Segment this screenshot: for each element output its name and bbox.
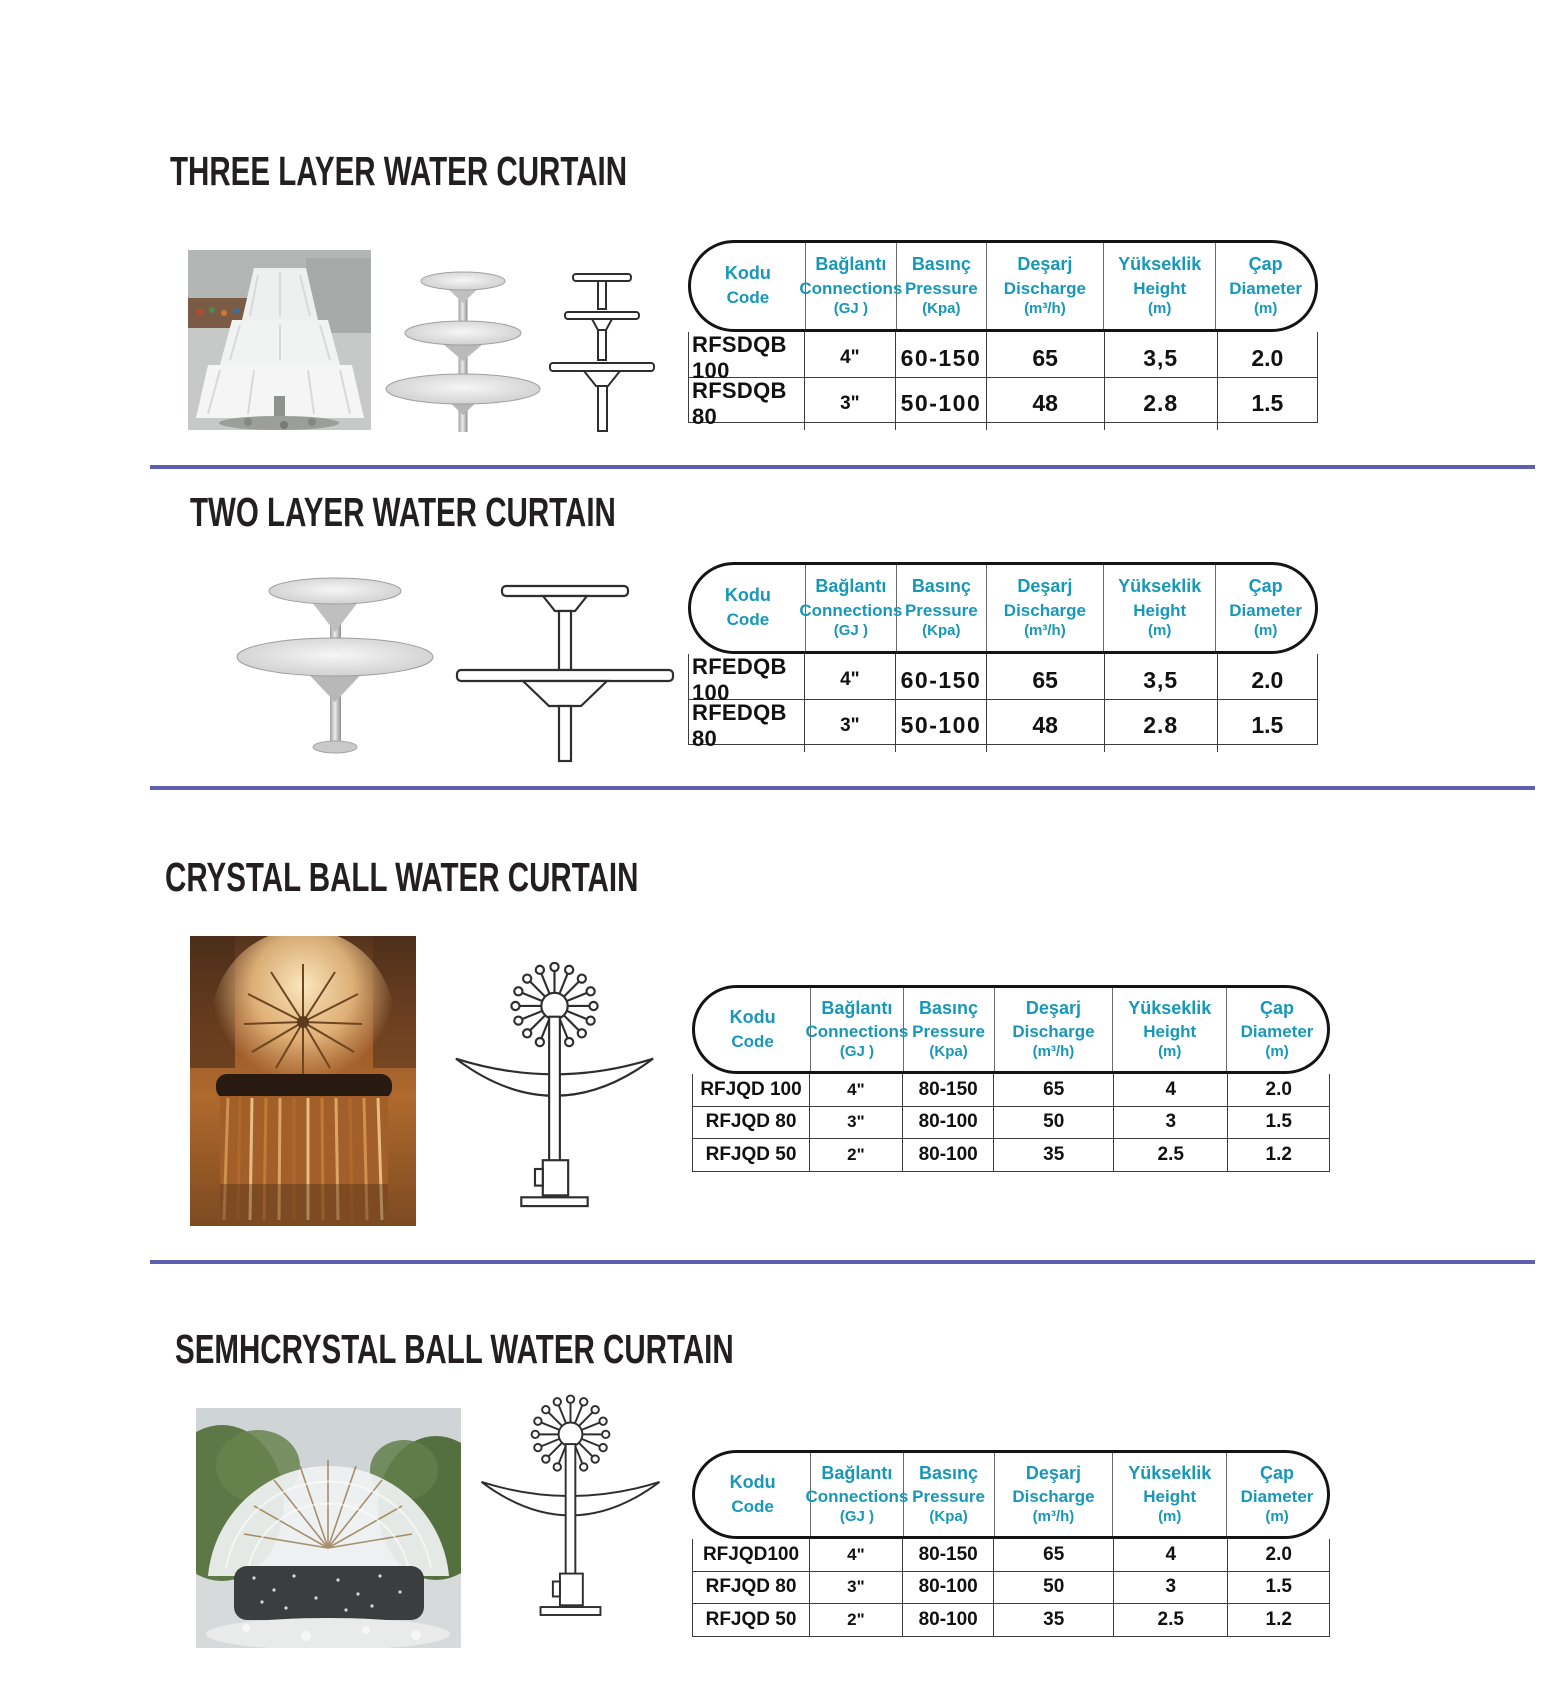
table-body [688, 332, 1318, 429]
three-layer-render-diagram [383, 262, 543, 432]
semhcrystal-ball-spec-table [692, 1450, 1330, 1637]
table-row: RFSDQB 80 3" 50-100 48 2.8 1.5 [689, 377, 1317, 423]
three-layer-line-diagram [548, 268, 656, 433]
header-cell-diameter: Çap Diameter (m) [1229, 254, 1303, 317]
section-title-semhcrystal-ball: SEMHCRYSTAL BALL WATER CURTAIN [175, 1326, 734, 1372]
semhcrystal-ball-line-diagram [478, 1385, 663, 1630]
header-cell-discharge: Deşarj Discharge (m³/h) [987, 243, 1104, 329]
header-cell-pressure: Basınç Pressure (Kpa) [897, 243, 987, 329]
table-row: RFSDQB 100 4" 60-150 65 3,5 2.0 [689, 332, 1317, 377]
table-header-row [692, 985, 1330, 1074]
semhcrystal-ball-photo [196, 1408, 461, 1648]
table-row: RFJQD 80 3" 80-100 50 3 1.5 [693, 1571, 1329, 1604]
header-cell-height: Yükseklik Height (m) [1104, 243, 1216, 329]
header-cell-code: Kodu Code [695, 1453, 811, 1536]
header-cell-connections: Bağlantı Connections (GJ ) [806, 565, 897, 651]
table-row: RFJQD 100 4" 80-150 65 4 2.0 [693, 1074, 1329, 1106]
header-cell-height: Yükseklik Height (m) [1113, 988, 1227, 1071]
section-title-two-layer: TWO LAYER WATER CURTAIN [190, 489, 616, 535]
table-body [692, 1074, 1330, 1172]
two-layer-line-diagram [455, 578, 675, 763]
table-row: RFEDQB 100 4" 60-150 65 3,5 2.0 [689, 654, 1317, 699]
header-cell-connections: Bağlantı Connections (GJ ) [811, 1453, 903, 1536]
table-row: RFJQD 50 2" 80-100 35 2.5 1.2 [693, 1138, 1329, 1171]
header-cell-code: Kodu Code [695, 988, 811, 1071]
table-header-row [688, 240, 1318, 332]
header-cell-diameter: Çap Diameter (m) [1229, 576, 1303, 639]
header-cell-discharge: Deşarj Discharge (m³/h) [995, 1453, 1114, 1536]
header-cell-connections: Bağlantı Connections (GJ ) [811, 988, 903, 1071]
table-body [692, 1539, 1330, 1637]
section-divider [150, 786, 1535, 790]
header-cell-pressure: Basınç Pressure (Kpa) [904, 988, 995, 1071]
three-layer-photo [188, 250, 371, 430]
table-row: RFJQD 80 3" 80-100 50 3 1.5 [693, 1106, 1329, 1139]
header-cell-connections: Bağlantı Connections (GJ ) [806, 243, 897, 329]
header-cell-code: Kodu Code [691, 565, 806, 651]
header-cell-code: Kodu Code [691, 243, 806, 329]
header-cell-diameter: Çap Diameter (m) [1240, 997, 1314, 1061]
three-layer-spec-table [688, 240, 1318, 429]
header-cell-discharge: Deşarj Discharge (m³/h) [995, 988, 1114, 1071]
two-layer-render-diagram [228, 553, 443, 758]
header-cell-diameter: Çap Diameter (m) [1240, 1462, 1314, 1526]
header-cell-height: Yükseklik Height (m) [1104, 565, 1216, 651]
crystal-ball-line-diagram [452, 962, 657, 1212]
table-row: RFJQD100 4" 80-150 65 4 2.0 [693, 1539, 1329, 1571]
section-divider [150, 465, 1535, 469]
crystal-ball-spec-table [692, 985, 1330, 1172]
table-row: RFJQD 50 2" 80-100 35 2.5 1.2 [693, 1603, 1329, 1636]
header-cell-discharge: Deşarj Discharge (m³/h) [987, 565, 1104, 651]
header-cell-height: Yükseklik Height (m) [1113, 1453, 1227, 1536]
section-title-crystal-ball: CRYSTAL BALL WATER CURTAIN [165, 854, 639, 900]
section-divider [150, 1260, 1535, 1264]
table-row: RFEDQB 80 3" 50-100 48 2.8 1.5 [689, 699, 1317, 745]
section-title-three-layer: THREE LAYER WATER CURTAIN [170, 148, 628, 194]
table-body [688, 654, 1318, 751]
two-layer-spec-table [688, 562, 1318, 751]
header-cell-pressure: Basınç Pressure (Kpa) [897, 565, 987, 651]
header-cell-pressure: Basınç Pressure (Kpa) [904, 1453, 995, 1536]
table-header-row [688, 562, 1318, 654]
table-header-row [692, 1450, 1330, 1539]
crystal-ball-photo [190, 936, 416, 1226]
